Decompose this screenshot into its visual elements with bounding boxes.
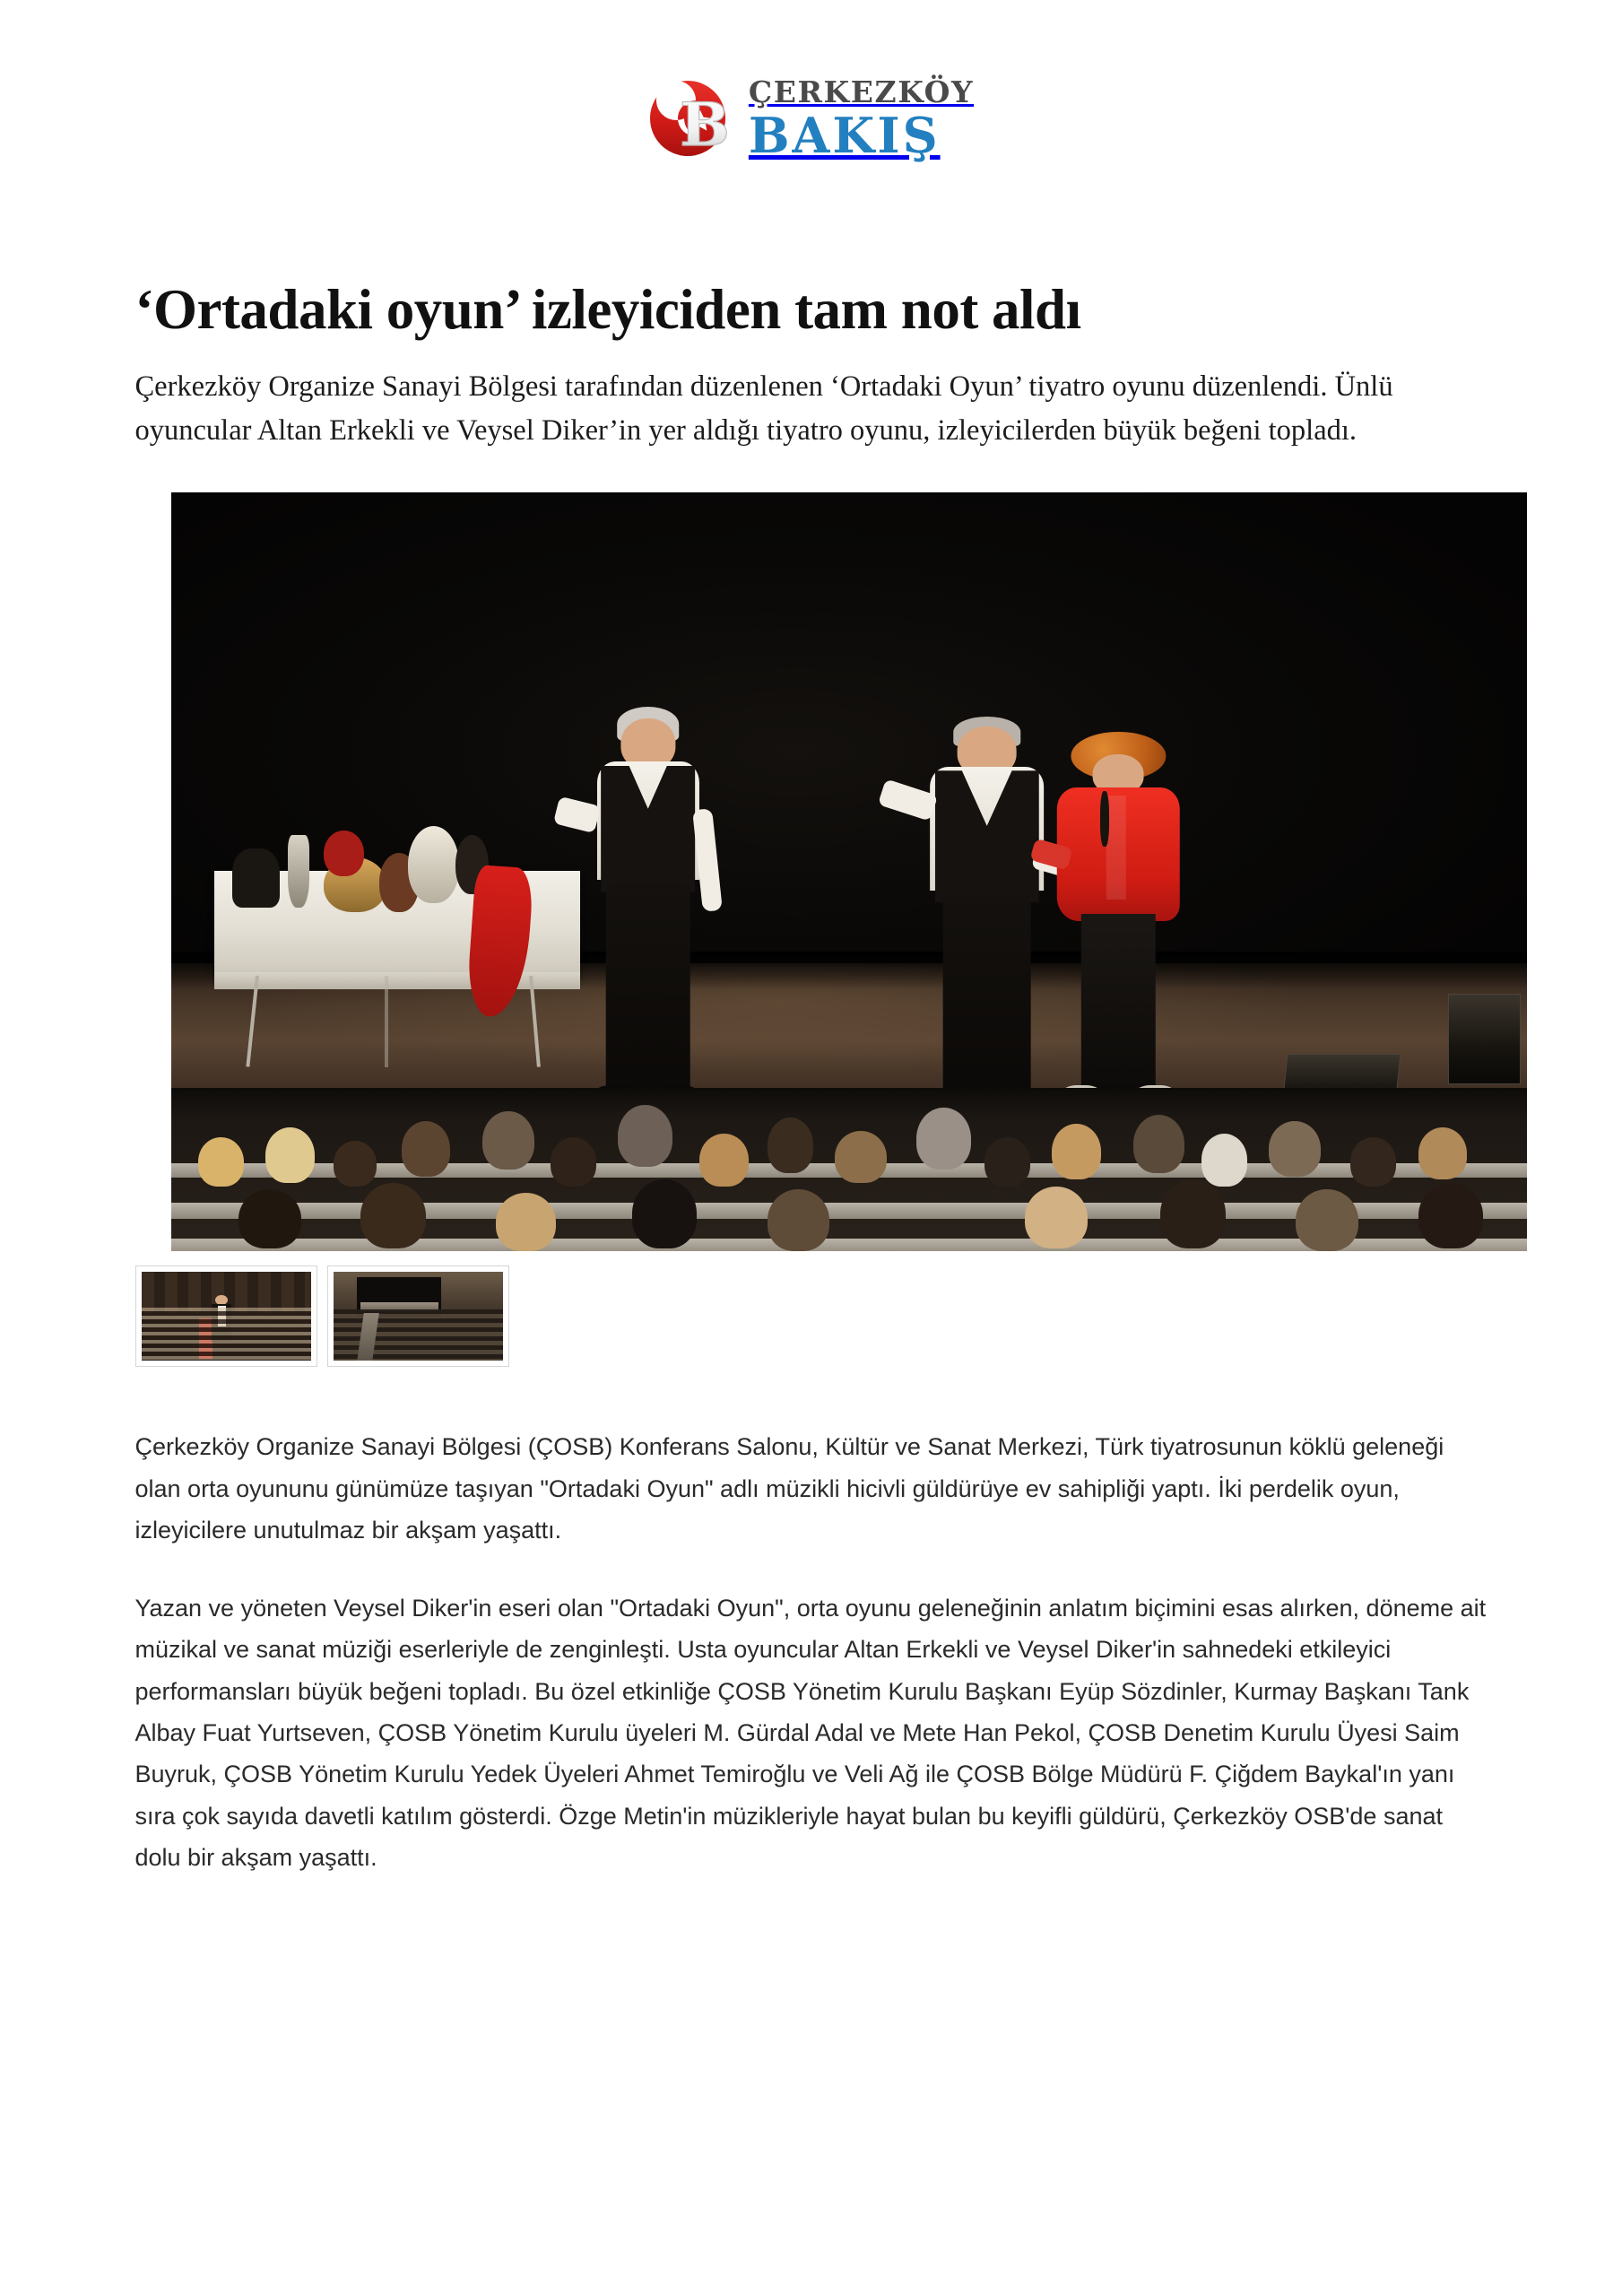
prop-hat — [232, 848, 280, 908]
thumbnail-2-image — [334, 1272, 503, 1361]
site-masthead — [0, 0, 1622, 164]
prop-goblet — [288, 835, 309, 908]
site-logo[interactable] — [648, 74, 975, 164]
article-paragraph-2: Yazan ve yöneten Veysel Diker'in eseri olan "Ortadaki Oyun", orta oyunu geleneğinin anlatım biçimini esas alırken, döneme ait müzikal ve sanat müziği eserleriyle de zenginleşti. Usta oyuncular Altan Erkekli ve Veysel Diker'in sahnedeki etkileyici performansları büyük beğeni topladı. Bu özel etkinliğe ÇOSB Yönetim Kurulu Başkanı Eyüp Sözdinler, Kurmay Başkanı Tank Albay Fuat Yurtseven, ÇOSB Yönetim Kurulu üyeleri M. Gürdal Adal ve Mete Han Pekol, ÇOSB Denetim Kurulu Üyesi Saim Buyruk, ÇOSB Yönetim Kurulu Yedek Üyeleri Ahmet Temiroğlu ve Veli Ağ ile ÇOSB Bölge Müdürü F. Çiğdem Baykal'ın yanı sıra çok sayıda davetli katılım gösterdi. Özge Metin'in müzikleriyle hayat bulan bu keyifli güldürü, Çerkezköy OSB'de sanat dolu bir akşam yaşattı. — [134, 1594, 1487, 1872]
stage-side-speaker — [1448, 994, 1522, 1085]
actor-center — [922, 717, 1052, 1103]
thumbnail-1-image — [142, 1272, 311, 1361]
article-body — [135, 1426, 1493, 1878]
article-lead: Çerkezköy Organize Sanayi Bölgesi tarafından düzenlenen ‘Ortadaki Oyun’ tiyatro oyunu düzenlendi. Ünlü oyuncular Altan Erkekli ve Veysel Diker’in yer aldığı tiyatro oyunu, izleyicilerden büyük beğeni topladı. — [134, 370, 1393, 447]
cb-flag-logo-icon — [648, 75, 742, 161]
table-legs — [236, 976, 558, 1067]
logo-word-cerkezkoy: ÇERKEZKÖY — [748, 74, 975, 109]
prop-white-mask — [408, 826, 459, 903]
actor-left — [585, 707, 710, 1101]
article-paragraph-1: Çerkezköy Organize Sanayi Bölgesi (ÇOSB) Konferans Salonu, Kültür ve Sanat Merkezi, Türk tiyatrosunun köklü geleneği olan orta oyununu günümüze taşıyan "Ortadaki Oyun" adlı müzikli hicivli güldürüye ev sahipliği yaptı. İki perdelik oyun, izleyicilere unutulmaz bir akşam yaşattı. — [134, 1433, 1444, 1544]
logo-word-bakis: BAKIŞ — [748, 107, 941, 164]
news-article — [130, 278, 1493, 1879]
logo-wordmark — [748, 74, 975, 164]
article-headline: ‘Ortadaki oyun’ izleyiciden tam not aldı — [134, 278, 1081, 341]
thumbnail-gallery — [135, 1265, 1493, 1367]
audience-foreground — [171, 1088, 1527, 1251]
hero-photo[interactable] — [171, 492, 1527, 1251]
stage-prop-table — [214, 831, 580, 1058]
microphone-prop — [1100, 791, 1109, 847]
thumbnail-2[interactable] — [327, 1265, 509, 1367]
prop-red-cloth — [324, 831, 364, 876]
thumbnail-1[interactable] — [135, 1265, 317, 1367]
actress-red-jacket — [1054, 732, 1182, 1104]
svg-text:B: B — [679, 90, 730, 160]
